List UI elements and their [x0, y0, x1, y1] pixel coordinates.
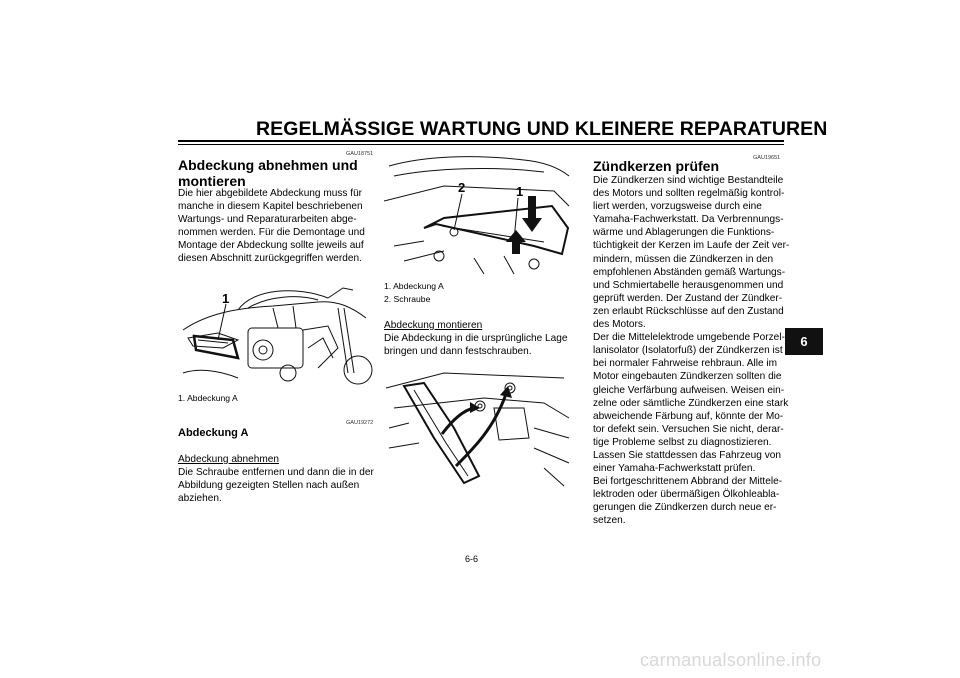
caption-item: 2. Schraube — [384, 293, 431, 304]
page-number: 6-6 — [465, 554, 479, 564]
text-line: Die hier abgebildete Abdeckung muss für — [178, 188, 363, 199]
header-rule-thin — [178, 144, 784, 145]
watermark: carmanualsonline.info — [640, 650, 822, 670]
figure-callout-2: 2 — [458, 180, 466, 195]
section-code: GAU19272 — [346, 420, 374, 426]
text-line: liert werden, vorzugsweise durch eine — [593, 201, 762, 213]
text-line: gerungen die Zündkerzen durch neue er- — [593, 502, 777, 514]
text-line: Wartungs- und Reparaturarbeiten abge- — [178, 214, 357, 226]
cover-removal-figure — [384, 368, 574, 488]
section-code: GAU18751 — [346, 151, 374, 157]
text-line: tüchtigkeit der Kerzen im Laufe der Zeit ver- — [593, 240, 790, 252]
text-line: setzen. — [593, 515, 626, 527]
text-line: zen erlaubt Rückschlüsse auf den Zustand — [593, 305, 784, 317]
figure-caption: 1. Abdeckung A — [178, 393, 238, 403]
procedure-text — [384, 332, 584, 358]
text-line: einer Yamaha-Fachwerkstatt prüfen. — [593, 463, 756, 475]
text-line: Die Zündkerzen sind wichtige Bestandteile — [593, 175, 784, 186]
figure-callout: 1 — [222, 291, 230, 306]
cover-closeup-figure — [384, 146, 574, 278]
text-line: Montage der Abdeckung sollte jeweils auf — [178, 240, 364, 252]
text-line: geprüft werden. Der Zustand der Zündker- — [593, 292, 783, 304]
section-heading — [178, 157, 368, 189]
procedure-title: Abdeckung abnehmen — [178, 454, 280, 465]
text-line: Der die Mittelelektrode umgebende Porzel- — [593, 332, 785, 344]
text-line: des Motors und sollten regelmäßig kontrol- — [593, 188, 785, 200]
text-line: lanisolator (Isolatorfuß) der Zündkerzen ist — [593, 345, 783, 357]
text-line: mindern, müssen die Zündkerzen in den — [593, 253, 774, 265]
text-line: wärme und Ablagerungen die Funktions- — [593, 227, 775, 239]
text-line: nommen werden. Für die Demontage und — [178, 227, 365, 239]
text-line: Motor eingebauten Zündkerzen sollten die — [593, 371, 782, 383]
spark-plug-paragraph — [593, 174, 793, 528]
procedure-title: Abdeckung montieren — [384, 320, 483, 331]
chapter-tab: 6 — [785, 328, 823, 355]
text-line: bringen und dann festschrauben. — [384, 346, 532, 358]
text-line: des Motors. — [593, 319, 646, 331]
text-line: abziehen. — [178, 493, 222, 505]
heading-line: montieren — [178, 173, 246, 189]
intro-paragraph — [178, 187, 374, 266]
section-heading: Zündkerzen prüfen — [593, 158, 720, 174]
text-line: und Schmiertabelle herausgenommen und — [593, 279, 784, 291]
text-line: zelne oder sämtliche Zündkerzen eine stark — [593, 397, 789, 409]
subheading: Abdeckung A — [178, 427, 249, 439]
text-line: lektroden oder übermäßigen Ölkohleabla- — [593, 489, 780, 501]
procedure-text — [178, 466, 378, 505]
text-line: Lassen Sie stattdessen das Fahrzeug von — [593, 449, 781, 461]
text-line: Yamaha-Fachwerkstatt. Da Verbrennungs- — [593, 214, 784, 226]
heading-line: Abdeckung abnehmen und — [178, 157, 358, 173]
text-line: manche in diesem Kapitel beschriebenen — [178, 201, 363, 213]
text-line: tor defekt sein. Versuchen Sie nicht, derar- — [593, 423, 784, 435]
figure-callout-1: 1 — [516, 184, 524, 199]
caption-item: 1. Abdeckung A — [384, 281, 444, 291]
text-line: gleiche Verfärbung aufweisen. Weisen ein- — [593, 384, 785, 396]
figure-caption-list — [384, 280, 444, 305]
text-line: empfohlenen Abständen gemäß Wartungs- — [593, 266, 786, 278]
text-line: abweichende Färbung auf, könnte der Mo- — [593, 410, 784, 422]
text-line: bei normaler Fahrweise rehbraun. Alle im — [593, 358, 778, 370]
section-code: GAU19651 — [753, 155, 781, 161]
text-line: diesen Abschnitt zurückgegriffen werden. — [178, 253, 362, 265]
text-line: Die Schraube entfernen und dann die in der — [178, 467, 374, 478]
text-line: Die Abdeckung in die ursprüngliche Lage — [384, 333, 568, 344]
motorcycle-side-figure — [178, 278, 373, 390]
text-line: Bei fortgeschrittenem Abbrand der Mittele- — [593, 476, 783, 488]
page-title: REGELMÄSSIGE WARTUNG UND KLEINERE REPARATUREN — [256, 118, 828, 140]
text-line: Abbildung gezeigten Stellen nach außen — [178, 480, 360, 492]
text-line: tige Probleme selbst zu diagnostizieren. — [593, 436, 772, 448]
header-rule — [178, 140, 784, 142]
